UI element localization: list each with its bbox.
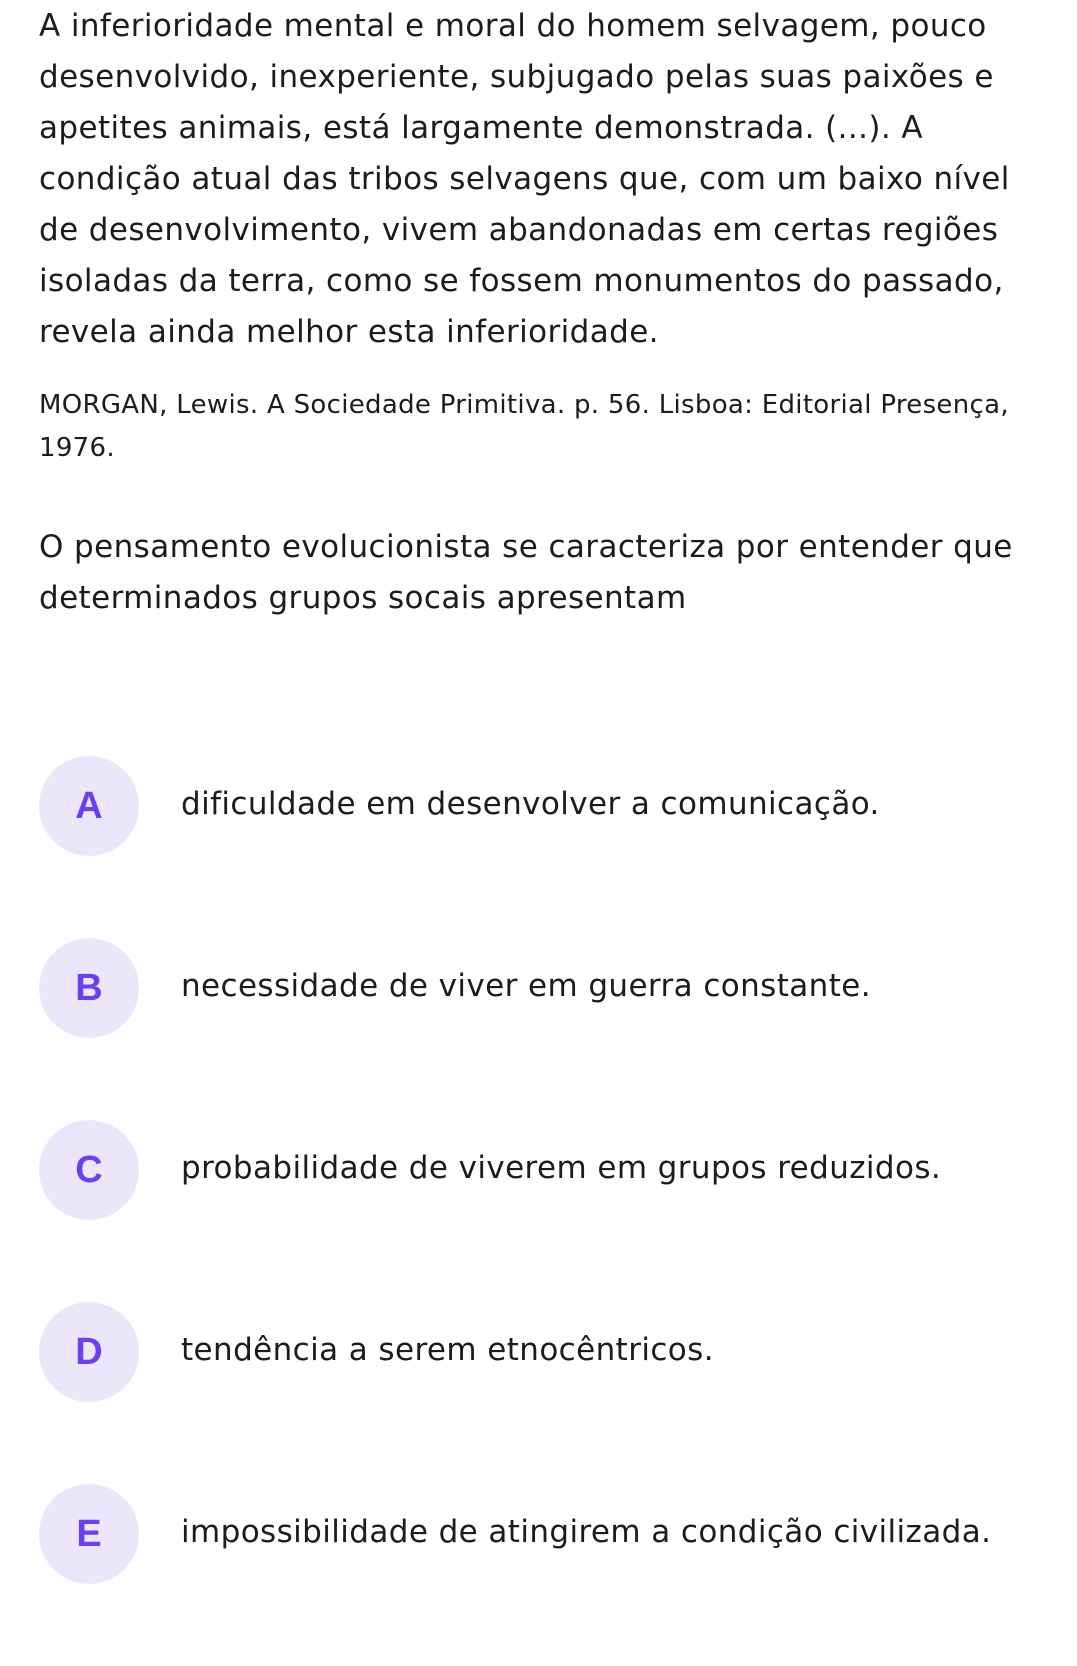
- answer-options: [39, 756, 1059, 1666]
- option-a-text[interactable]: dificuldade em desenvolver a comunicação.: [181, 786, 880, 822]
- option-d[interactable]: [39, 1302, 1059, 1484]
- option-a[interactable]: [39, 756, 1059, 938]
- option-d-badge[interactable]: D: [39, 1302, 139, 1402]
- question-stem: O pensamento evolucionista se caracteriza por entender que determinados grupos socais apresentam: [39, 529, 1013, 616]
- passage-citation: MORGAN, Lewis. A Sociedade Primitiva. p. 56. Lisboa: Editorial Presença, 1976.: [39, 390, 1009, 463]
- option-b-badge[interactable]: B: [39, 938, 139, 1038]
- option-d-text[interactable]: tendência a serem etnocêntricos.: [181, 1332, 714, 1368]
- option-c-text[interactable]: probabilidade de viverem em grupos reduzidos.: [181, 1150, 942, 1186]
- option-e-badge[interactable]: E: [39, 1484, 139, 1584]
- option-e-text[interactable]: impossibilidade de atingirem a condição civilizada.: [181, 1514, 992, 1550]
- option-a-badge[interactable]: A: [39, 756, 139, 856]
- option-b[interactable]: [39, 938, 1059, 1120]
- option-b-text[interactable]: necessidade de viver em guerra constante.: [181, 968, 872, 1004]
- option-e[interactable]: [39, 1484, 1059, 1666]
- passage-quote: A inferioridade mental e moral do homem selvagem, pouco desenvolvido, inexperiente, subjugado pelas suas paixões e apetites animais, está largamente demonstrada. (...). A condição atual das tribos selvagens que, com um baixo nível de desenvolvimento, vivem abandonadas em certas regiões isoladas da terra, como se fossem monumentos do passado, revela ainda melhor esta inferioridade.: [39, 8, 1010, 350]
- question-content: [39, 0, 1059, 624]
- option-c[interactable]: [39, 1120, 1059, 1302]
- option-c-badge[interactable]: C: [39, 1120, 139, 1220]
